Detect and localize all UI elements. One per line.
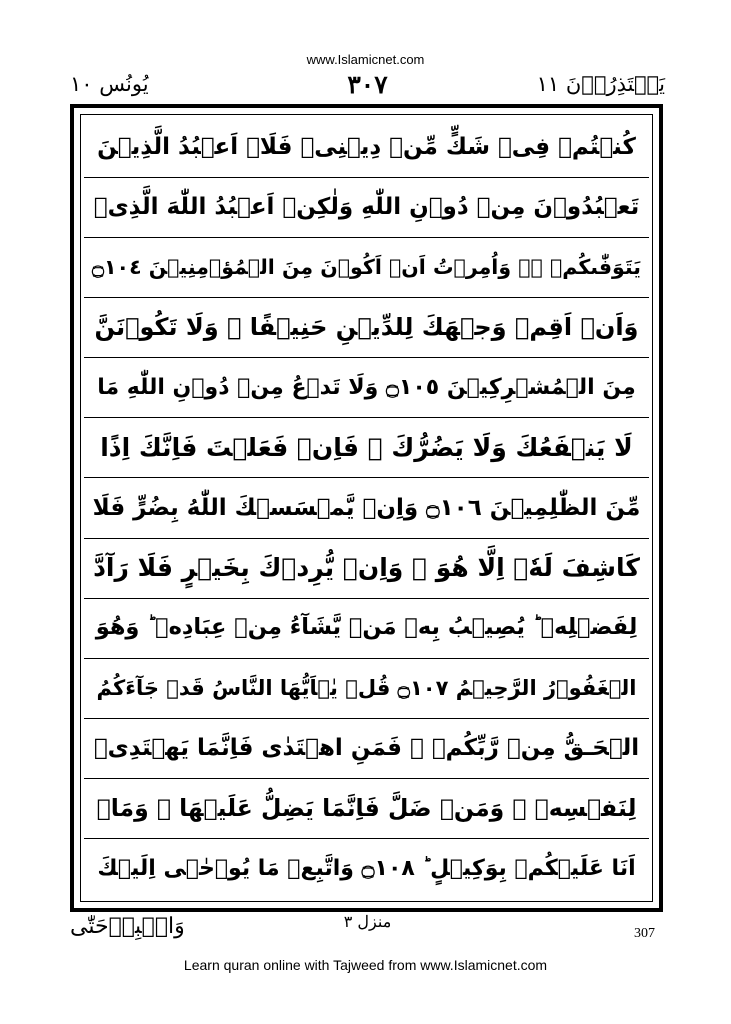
text-line bbox=[84, 418, 649, 478]
text-line bbox=[84, 238, 649, 298]
text-line bbox=[84, 298, 649, 358]
line-text: لِفَضۡلِهٖ‌ ؕ يُصِيۡبُ بِهٖ مَنۡ يَّشَآءُ مِنۡ عِبَادِهٖ‌ ؕ وَهُوَ bbox=[95, 614, 638, 641]
text-line bbox=[84, 478, 649, 538]
line-text: الۡغَفُوۡرُ الرَّحِيۡمُ ۝١٠٧ قُلۡ يٰۤاَيُّهَا النَّاسُ قَدۡ جَآءَكُمُ bbox=[96, 676, 637, 701]
line-text: تَعۡبُدُوۡنَ مِنۡ دُوۡنِ اللّٰهِ وَلٰكِنۡ اَعۡبُدُ اللّٰهَ الَّذِىۡ bbox=[93, 194, 640, 221]
page-number: 307 bbox=[634, 926, 655, 941]
text-line bbox=[84, 358, 649, 418]
page-border bbox=[70, 104, 663, 912]
catchword: وَاصۡبِرۡحَتّٰى bbox=[70, 914, 185, 939]
text-line bbox=[84, 599, 649, 659]
line-text: وَاَنۡ اَقِمۡ وَجۡهَكَ لِلدِّيۡنِ حَنِيۡفًا‌ ۚ وَلَا تَكُوۡنَنَّ bbox=[94, 312, 639, 341]
text-line bbox=[84, 779, 649, 839]
site-tagline-bottom[interactable]: Learn quran online with Tajweed from www.Islamicnet.com bbox=[183, 957, 548, 973]
manzil-label: منزل ٣ bbox=[343, 912, 392, 931]
line-text: لِنَفۡسِهٖ‌ ۚ وَمَنۡ ضَلَّ فَاِنَّمَا يَضِلُّ عَلَيۡهَا‌ ۚ وَمَاۤ bbox=[96, 793, 637, 822]
juz-name: يَعۡتَذِرُوۡنَ ١١ bbox=[536, 72, 665, 96]
page-footer bbox=[70, 912, 665, 952]
line-text: مِنَ الۡمُشۡرِكِيۡنَ ۝١٠٥ وَلَا تَدۡعُ مِنۡ دُوۡنِ اللّٰهِ مَا bbox=[97, 375, 636, 401]
text-line bbox=[84, 719, 649, 779]
text-lines bbox=[84, 118, 649, 898]
text-line bbox=[84, 118, 649, 178]
line-text: مِّنَ الظّٰلِمِيۡنَ ۝١٠٦ وَاِنۡ يَّمۡسَسۡكَ اللّٰهُ بِضُرٍّ فَلَا bbox=[92, 494, 641, 521]
line-text: الۡحَـقُّ مِنۡ رَّبِّكُمۡ‌ ۚ فَمَنِ اهۡتَدٰى فَاِنَّمَا يَهۡتَدِىۡ bbox=[93, 735, 640, 762]
line-text: لَا يَنۡفَعُكَ وَلَا يَضُرُّكَ‌ ۚ فَاِنۡ فَعَلۡتَ فَاِنَّكَ اِذًا bbox=[100, 432, 633, 462]
line-text: يَتَوَفّٰٮكُمۡ ‌ۖۚ وَاُمِرۡتُ اَنۡ اَكُوۡنَ مِنَ الۡمُؤۡمِنِيۡنَ ۝١٠٤ bbox=[92, 254, 641, 279]
page-number-arabic: ٣٠٧ bbox=[347, 70, 388, 99]
site-url-top[interactable]: www.Islamicnet.com bbox=[306, 52, 425, 67]
page-header bbox=[70, 70, 665, 104]
surah-name: يُونُس ١٠ bbox=[70, 72, 149, 96]
text-line bbox=[84, 539, 649, 599]
text-line bbox=[84, 659, 649, 719]
line-text: كَاشِفَ لَهٗۤ اِلَّا هُوَ‌ ۚ وَاِنۡ يُّرِدۡكَ بِخَيۡرٍ فَلَا رَآدَّ bbox=[93, 552, 640, 582]
text-line bbox=[84, 178, 649, 238]
line-text: كُنۡتُمۡ فِىۡ شَكٍّ مِّنۡ دِيۡنِىۡ فَلَاۤ اَعۡبُدُ الَّذِيۡنَ bbox=[97, 134, 636, 161]
line-text: اَنَا عَلَيۡكُمۡ بِوَكِيۡلٍ ؕ‏ ۝١٠٨ وَاتَّبِعۡ مَا يُوۡحٰۤى اِلَيۡكَ bbox=[97, 855, 636, 881]
text-line bbox=[84, 839, 649, 898]
